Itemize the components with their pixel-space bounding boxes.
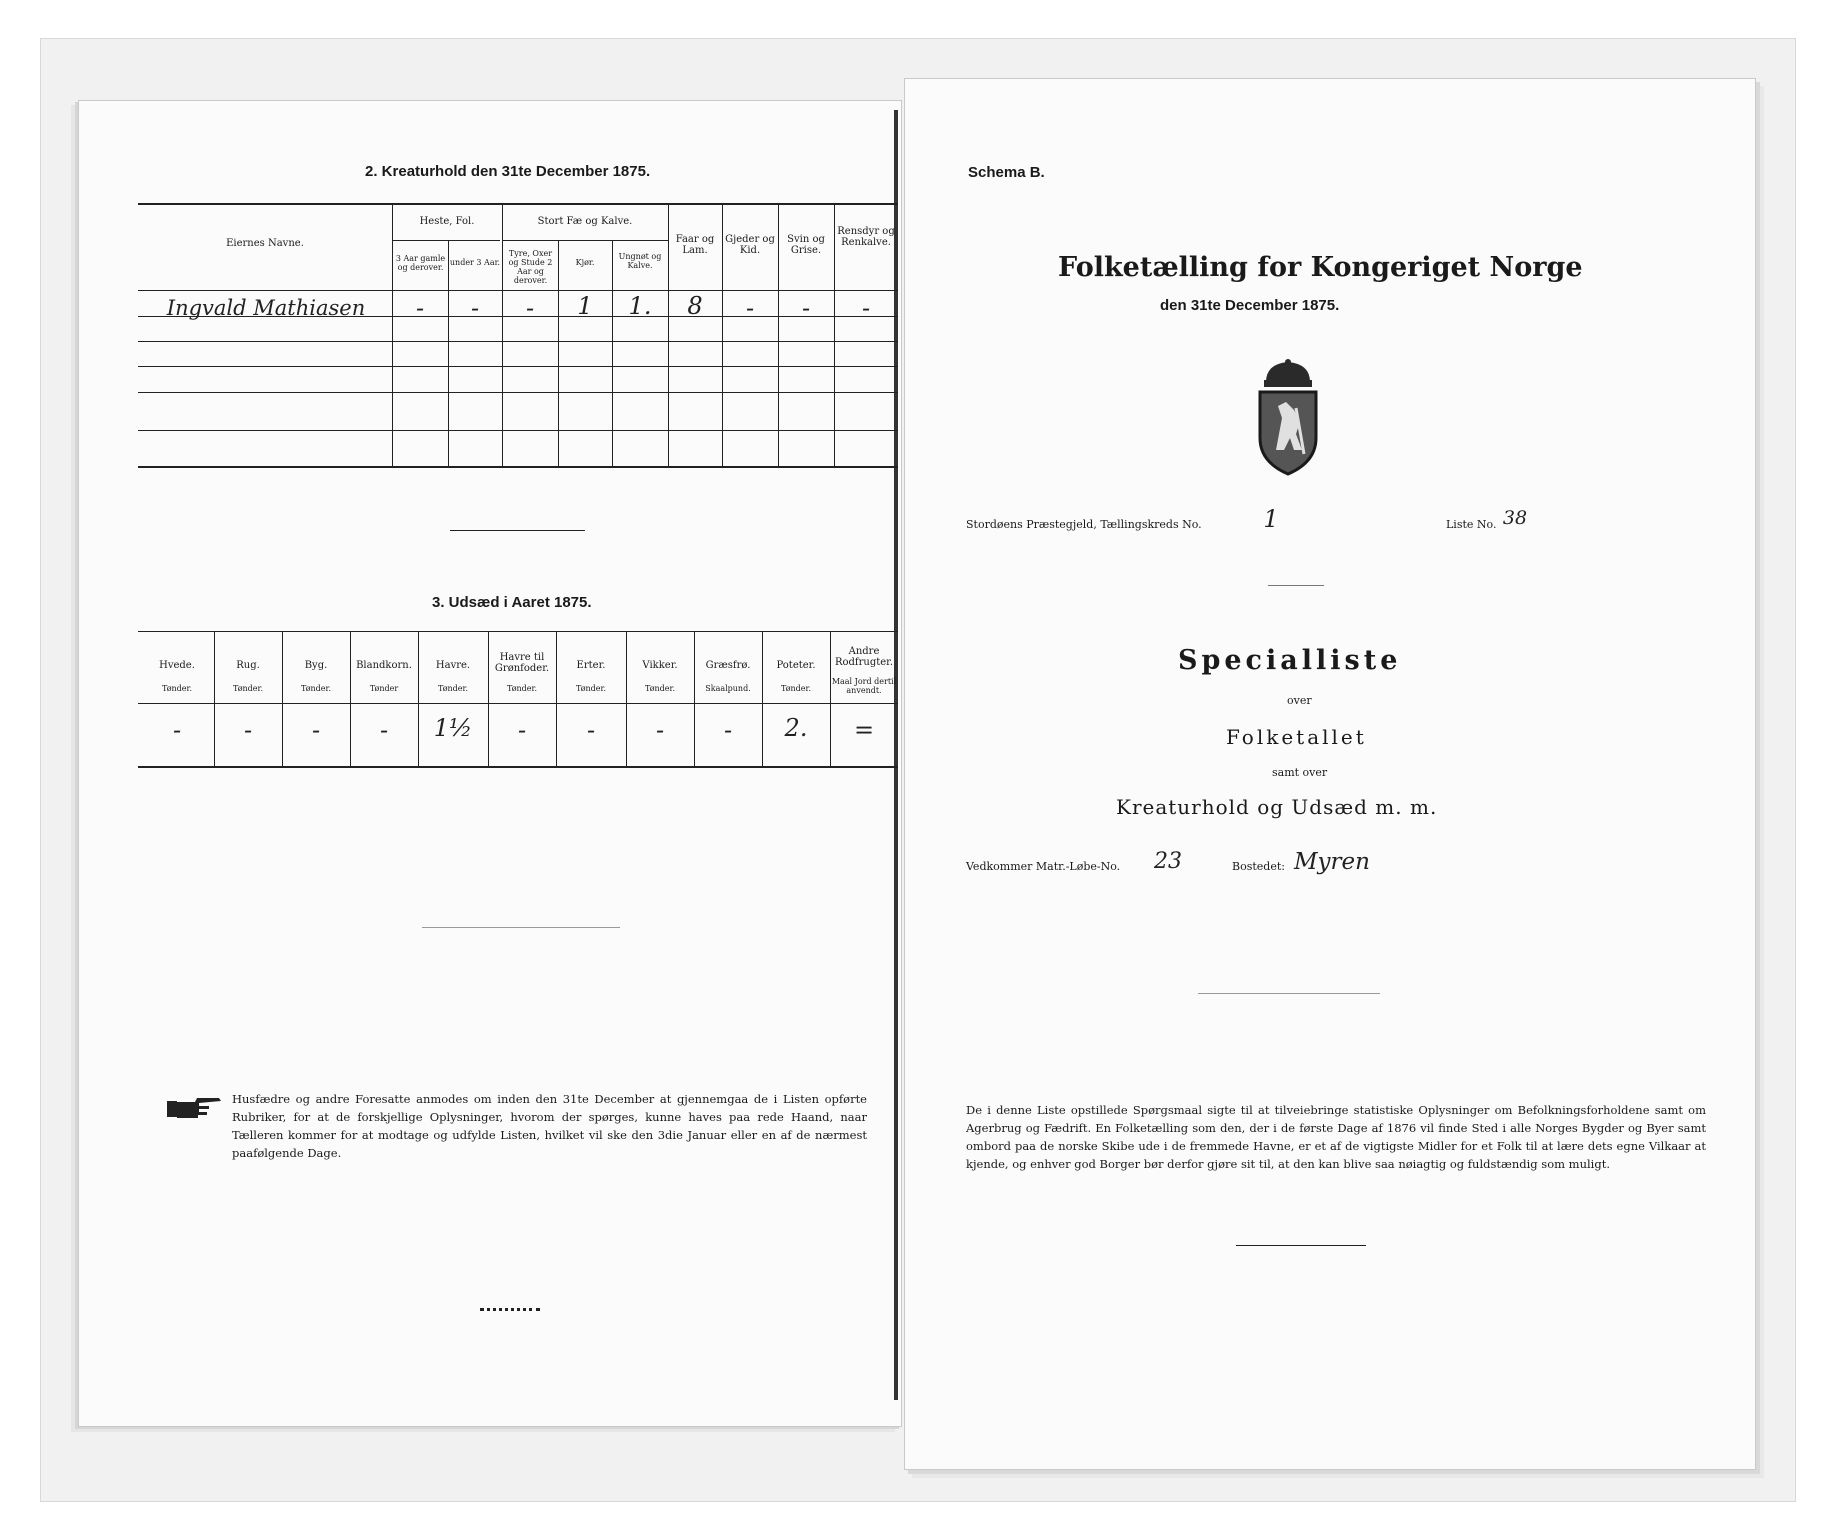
table3-top-rule: [138, 631, 898, 632]
liste-number: 38: [1502, 507, 1528, 529]
udsaed-andre-rodfrugter-unit: Maal Jord dertil anvendt.: [831, 677, 897, 695]
over-text: over: [1287, 694, 1312, 707]
header-stort-sub3: Ungnøt og Kalve.: [618, 252, 662, 270]
coat-of-arms-icon: [1252, 358, 1324, 476]
specialliste-heading: Specialliste: [1178, 645, 1402, 676]
header-svin: Svin og Grise.: [787, 234, 825, 256]
value-byg: -: [311, 716, 321, 744]
udsaed-havre-unit: Tønder.: [437, 684, 469, 693]
header-stort-sub1: Tyre, Oxer og Stude 2 Aar og derover.: [508, 249, 553, 285]
table2-col-rule: [448, 240, 449, 466]
table3-col-rule: [282, 631, 283, 766]
bosted-label: Bostedet:: [1232, 860, 1285, 873]
table2-col-rule: [502, 203, 503, 466]
section2-title: 2. Kreaturhold den 31te December 1875.: [365, 163, 651, 180]
divider-line: [1236, 1245, 1366, 1246]
value-heste-under3: -: [470, 294, 480, 322]
udsaed-erter: Erter.: [576, 660, 606, 671]
table2-row-rule: [138, 366, 898, 367]
udsaed-byg: Byg.: [304, 660, 328, 671]
header-heste: Heste, Fol.: [419, 216, 475, 227]
value-poteter: 2.: [784, 714, 808, 742]
notice-text: Husfædre og andre Foresatte anmodes om inden den 31te December at gjennemgaa de i Listen opførte Rubriker, for at de forskjellige Oplysninger, hvorom der spørges, kunne haves paa rede Haand, naar Tælleren kommer for at modtage og udfylde Listen, hvilket vil ske den 3die Januar eller en af de nærmest paafølgende Dage.: [232, 1092, 867, 1160]
matr-label: Vedkommer Matr.-Løbe-No.: [966, 860, 1121, 873]
value-ungnot: 1.: [628, 292, 652, 320]
right-page: [904, 78, 1756, 1470]
folketallet-text: Folketallet: [1226, 725, 1367, 749]
kreaturhold-text: Kreaturhold og Udsæd m. m.: [1116, 795, 1438, 819]
udsaed-blandkorn: Blandkorn.: [356, 660, 412, 671]
table3-col-rule: [762, 631, 763, 766]
table2-header-rule: [138, 290, 898, 291]
header-heste-sub2: under 3 Aar.: [449, 258, 501, 267]
value-graesfro: -: [723, 716, 733, 744]
udsaed-vikker: Vikker.: [642, 660, 678, 671]
udsaed-graesfro: Græsfrø.: [705, 660, 751, 671]
header-heste-sub1: 3 Aar gamle og derover.: [395, 254, 446, 272]
table3-col-rule: [694, 631, 695, 766]
divider-line: [1198, 993, 1380, 994]
value-gjeder: -: [745, 294, 755, 322]
value-hvede: -: [172, 716, 182, 744]
table3-col-rule: [214, 631, 215, 766]
value-rensdyr: -: [861, 294, 871, 322]
table2-col-rule: [558, 240, 559, 466]
udsaed-andre-rodfrugter: Andre Rodfrugter.: [834, 646, 894, 668]
value-erter: -: [586, 716, 596, 744]
udsaed-havre-gronfoder: Havre til Grønfoder.: [494, 652, 550, 674]
value-heste-3aar: -: [415, 294, 425, 322]
udsaed-havre-gronfoder-unit: Tønder.: [506, 684, 538, 693]
table2-top-rule: [138, 203, 898, 205]
value-havre-gronfoder: -: [517, 716, 527, 744]
section3-title: 3. Udsæd i Aaret 1875.: [432, 594, 592, 611]
value-faar: 8: [687, 292, 703, 320]
census-date: den 31te December 1875.: [1160, 297, 1340, 314]
value-andre-rodfrugter: =: [853, 716, 875, 744]
value-havre: 1½: [433, 714, 473, 742]
header-stort-sub2: Kjør.: [575, 258, 595, 267]
udsaed-byg-unit: Tønder.: [300, 684, 332, 693]
table3-col-rule: [418, 631, 419, 766]
udsaed-graesfro-unit: Skaalpund.: [705, 684, 751, 693]
table2-col-rule: [392, 203, 393, 466]
divider-line: [450, 530, 585, 531]
table3-header-rule: [138, 703, 898, 704]
udsaed-rug: Rug.: [236, 660, 260, 671]
udsaed-poteter: Poteter.: [776, 660, 816, 671]
kreds-number: 1: [1263, 505, 1279, 533]
header-gjeder: Gjeder og Kid.: [725, 234, 775, 256]
value-rug: -: [243, 716, 253, 744]
divider-dots: [480, 1308, 540, 1311]
table2-row-rule: [138, 430, 898, 431]
table2-row-rule: [138, 341, 898, 342]
main-title: Folketælling for Kongeriget Norge: [1058, 252, 1583, 283]
pointing-hand-icon: [165, 1093, 223, 1123]
liste-label: Liste No.: [1446, 518, 1497, 531]
table3-col-rule: [556, 631, 557, 766]
owner-name: Ingvald Mathiasen: [166, 296, 366, 320]
divider-line: [1268, 585, 1324, 586]
udsaed-havre: Havre.: [435, 660, 471, 671]
header-owner: Eiernes Navne.: [226, 238, 304, 249]
udsaed-erter-unit: Tønder.: [575, 684, 607, 693]
table2-row-rule: [138, 392, 898, 393]
schema-label: Schema B.: [968, 164, 1045, 181]
udsaed-poteter-unit: Tønder.: [780, 684, 812, 693]
udsaed-hvede: Hvede.: [159, 660, 195, 671]
info-paragraph: De i denne Liste opstillede Spørgsmaal sigte til at tilveiebringe statistiske Oplysninger om Befolkningsforholdene samt om Agerbrug og Fædrift. En Folketælling som den, der i de første Dage af 1876 vil finde Sted i alle Norges Bygder og Byer samt ombord paa de norske Skibe ude i de fremmede Havne, er et af de vigtigste Midler for et Folk til at lære dets egne Vilkaar at kjende, og enhver god Borger bør derfor gjøre sit til, at den kan blive saa nøiagtig og fuldstændig som muligt.: [966, 1103, 1706, 1171]
value-kjor: 1: [577, 292, 593, 320]
header-faar: Faar og Lam.: [675, 234, 715, 256]
matr-number: 23: [1154, 849, 1182, 874]
heste-sub-rule: [392, 240, 500, 241]
udsaed-vikker-unit: Tønder.: [644, 684, 676, 693]
value-svin: -: [801, 294, 811, 322]
bosted-value: Myren: [1294, 849, 1370, 875]
udsaed-rug-unit: Tønder.: [232, 684, 264, 693]
samt-over-text: samt over: [1272, 766, 1328, 779]
udsaed-blandkorn-unit: Tønder: [369, 684, 399, 693]
stort-sub-rule: [503, 240, 668, 241]
table2-bottom-rule: [138, 466, 898, 468]
table3-bottom-rule: [138, 766, 898, 768]
header-rensdyr: Rensdyr og Renkalve.: [837, 226, 895, 248]
udsaed-hvede-unit: Tønder.: [161, 684, 193, 693]
value-blandkorn: -: [379, 716, 389, 744]
table3-col-rule: [626, 631, 627, 766]
table2-col-rule: [612, 240, 613, 466]
district-label: Stordøens Præstegjeld, Tællingskreds No.: [966, 518, 1202, 531]
table3-col-rule: [350, 631, 351, 766]
value-vikker: -: [655, 716, 665, 744]
value-tyre: -: [525, 294, 535, 322]
header-stort: Stort Fæ og Kalve.: [537, 216, 633, 227]
divider-line: [422, 927, 620, 928]
